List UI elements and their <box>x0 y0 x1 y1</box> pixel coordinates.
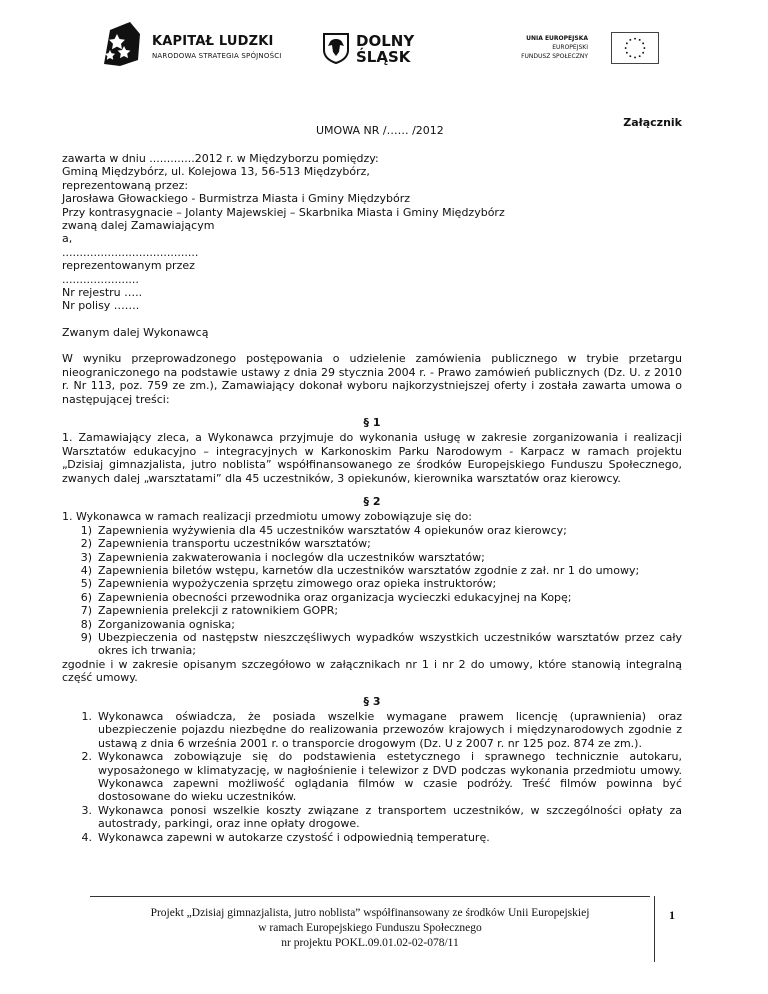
contract-body <box>62 152 682 844</box>
party-line: Nr rejestru ….. <box>62 286 143 300</box>
list-item <box>76 537 682 550</box>
footer-line1: Projekt „Dzisiaj gimnazjalista, jutro noblista” współfinansowany ze środków Unii Europejskiej <box>150 907 590 919</box>
list-item <box>76 804 682 831</box>
item-number: 9) <box>80 631 92 644</box>
item-text: Zapewnienia wyżywienia dla 45 uczestników warsztatów 4 opiekunów oraz kierowcy; <box>98 523 567 537</box>
page-number: 1 <box>669 908 675 922</box>
eu-logo <box>520 32 660 72</box>
list-item <box>76 577 682 590</box>
kapital-ludzki-title: KAPITAŁ LUDZKI <box>152 34 274 49</box>
item-number: 4. <box>81 830 92 844</box>
list-item <box>76 710 682 750</box>
item-number: 7) <box>80 604 92 618</box>
item-text: Zapewnienia prelekcji z ratownikiem GOPR; <box>98 604 339 618</box>
item-text: Zapewnienia biletów wstępu, karnetów dla uczestników warsztatów zgodnie z zał. nr 1 do umowy; <box>98 563 640 577</box>
party-line: Nr polisy ……. <box>62 299 140 313</box>
item-text: Wykonawca zapewni w autokarze czystość i odpowiednią temperaturę. <box>98 830 490 844</box>
item-number: 5) <box>80 577 92 591</box>
list-item <box>76 631 682 658</box>
party-line: Jarosława Głowackiego - Burmistrza Miasta i Gminy Międzybórz <box>62 192 411 206</box>
section1-text: 1. Zamawiający zleca, a Wykonawca przyjmuje do wykonania usługę w zakresie zorganizowania i realizacji Warsztatów edukacyjno – integracyjnych w Karkonoskim Parku Narodowym - Karpacz w ramach projektu „Dzisiaj gimnazjalista, jutro noblista” współfinansowanego ze środków Europejskiego Funduszu Społecznego, zwanych dalej „warsztatami” dla 45 uczestników, 3 opiekunów, kierownika warsztatów oraz kierowcy. <box>62 431 682 485</box>
parties-block <box>62 152 682 313</box>
item-text: Zorganizowania ogniska; <box>98 617 235 631</box>
list-item <box>76 551 682 564</box>
intro-paragraph: W wyniku przeprowadzonego postępowania o udzielenie zamówienia publicznego w trybie przetargu nieograniczonego na podstawie ustawy z dnia 29 stycznia 2004 r. - Prawo zamówień publicznych (Dz. U. z 2010 r. Nr 113, poz. 759 ze zm.), Zamawiający dokonał wyboru najkorzystniejszej oferty i została zawarta umowa o następującej treści: <box>62 352 682 406</box>
attachment-label: Załącznik <box>623 116 682 129</box>
section2-closing: zgodnie i w zakresie opisanym szczegółowo w załącznikach nr 1 i nr 2 do umowy, które stanowią integralną część umowy. <box>62 657 682 685</box>
eu-logo-text <box>521 34 588 61</box>
section1-heading: § 1 <box>363 415 381 429</box>
eu-line3: FUNDUSZ SPOŁECZNY <box>521 53 588 60</box>
footer-text <box>90 906 650 951</box>
party-line: zawarta w dniu .............2012 r. w Międzyborzu pomiędzy: <box>62 152 379 165</box>
eu-line1: UNIA EUROPEJSKA <box>526 35 588 42</box>
item-text: Wykonawca ponosi wszelkie koszty związane z transportem uczestników, w szczególności opłaty za autostrady, parkingi, oraz inne opłaty drogowe. <box>98 803 682 831</box>
item-text: Wykonawca zobowiązuje się do podstawienia estetycznego i sprawnego technicznie autokaru, wyposażonego w klimatyzację, w nagłośnienie i telewizor z DVD podczas wykonania przedmiotu umowy. Wykonawca zapewni możliwość oglądania filmów w czasie podróży. Treść filmów powinna być dostosowane do wieku uczestników. <box>98 750 682 804</box>
item-number: 2. <box>81 750 92 764</box>
item-text: Zapewnienia wypożyczenia sprzętu zimowego oraz opieka instruktorów; <box>98 577 497 591</box>
eu-flag-icon <box>611 32 659 64</box>
party-line: a, <box>62 232 73 246</box>
page-footer <box>90 896 682 966</box>
party-line: Gminą Międzybórz, ul. Kolejowa 13, 56-513 Międzybórz, <box>62 165 370 179</box>
list-item <box>76 591 682 604</box>
party-line: Przy kontrasygnacie – Jolanty Majewskiej – Skarbnika Miasta i Gminy Międzybórz <box>62 205 505 219</box>
item-text: Ubezpieczenia od następstw nieszczęśliwych wypadków wszystkich uczestników warsztatów przez cały okres ich trwania; <box>98 631 682 658</box>
item-number: 1) <box>80 523 92 537</box>
section3-list <box>62 710 682 844</box>
kapital-ludzki-emblem-icon <box>100 20 144 66</box>
item-number: 1. <box>81 710 92 724</box>
contract-title: UMOWA NR /…… /2012 <box>316 124 444 137</box>
item-text: Zapewnienia obecności przewodnika oraz organizacja wycieczki edukacyjnej na Kopę; <box>98 590 572 604</box>
party-line: reprezentowanym przez <box>62 259 195 273</box>
section2-heading: § 2 <box>363 494 381 508</box>
list-item <box>76 604 682 617</box>
section3-heading: § 3 <box>363 694 381 708</box>
contractor-label: Zwanym dalej Wykonawcą <box>62 325 209 339</box>
footer-line3: nr projektu POKL.09.01.02-02-078/11 <box>281 937 459 949</box>
party-line: ....................................... <box>62 245 199 259</box>
section2-list <box>62 524 682 658</box>
dolny-slask-logo <box>322 32 432 72</box>
footer-divider <box>90 896 650 897</box>
eu-line2: EUROPEJSKI <box>552 44 588 51</box>
dolny-slask-line2: ŚLĄSK <box>356 48 411 66</box>
party-line: reprezentowaną przez: <box>62 178 189 192</box>
kapital-ludzki-logo <box>100 20 282 68</box>
item-number: 4) <box>80 563 92 577</box>
eagle-shield-icon <box>322 32 350 64</box>
dolny-slask-line1: DOLNY <box>356 32 415 50</box>
list-item <box>76 524 682 537</box>
party-line: ...................... <box>62 272 139 286</box>
item-number: 6) <box>80 590 92 604</box>
item-number: 8) <box>80 617 92 631</box>
page-number-box <box>654 896 681 962</box>
item-number: 2) <box>80 537 92 551</box>
list-item <box>76 831 682 844</box>
list-item <box>76 564 682 577</box>
list-item <box>76 618 682 631</box>
footer-line2: w ramach Europejskiego Funduszu Społecznego <box>258 922 482 934</box>
party-line: zwaną dalej Zamawiającym <box>62 219 215 233</box>
item-number: 3. <box>81 803 92 817</box>
page-header <box>0 0 768 80</box>
item-text: Zapewnienia transportu uczestników warsztatów; <box>98 537 371 551</box>
item-text: Wykonawca oświadcza, że posiada wszelkie wymagane prawem licencję (uprawnienia) oraz ubezpieczenie pojazdu niezbędne do realizowania przewozów krajowych i międzynarodowych zgodnie z ustawą z dnia 6 września 2001 r. o transporcie drogowym (Dz. U z 2007 r. nr 125 poz. 874 ze zm.). <box>98 710 682 750</box>
section2-lead: 1. Wykonawca w ramach realizacji przedmiotu umowy zobowiązuje się do: <box>62 510 472 524</box>
item-number: 3) <box>80 550 92 564</box>
item-text: Zapewnienia zakwaterowania i noclegów dla uczestników warsztatów; <box>98 550 485 564</box>
list-item <box>76 750 682 804</box>
kapital-ludzki-subtitle: NARODOWA STRATEGIA SPÓJNOŚCI <box>152 52 282 60</box>
